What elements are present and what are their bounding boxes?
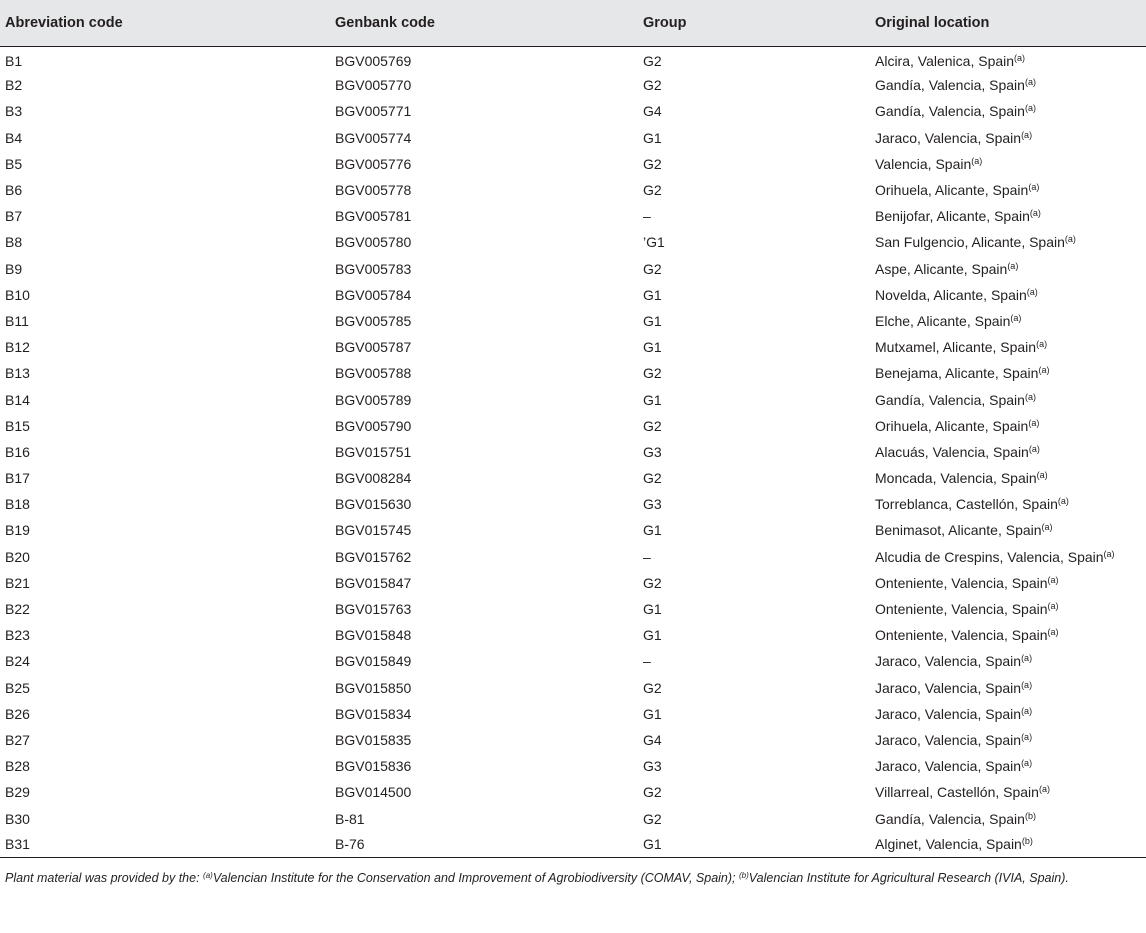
table-row bbox=[0, 386, 1146, 412]
location-text: Alacuás, Valencia, Spain bbox=[875, 443, 1029, 460]
cell-genbank-code: B-76 bbox=[330, 832, 638, 858]
cell-abbreviation-code: B24 bbox=[5, 653, 30, 670]
location-text: Moncada, Valencia, Spain bbox=[875, 470, 1037, 487]
table-row bbox=[0, 805, 1146, 831]
location-reference: (b) bbox=[1024, 810, 1036, 821]
cell-genbank-code: BGV015762 bbox=[335, 548, 412, 565]
location-text: San Fulgencio, Alicante, Spain bbox=[875, 234, 1065, 251]
location-reference: (a) bbox=[1047, 627, 1059, 638]
cell-abbreviation-code: B15 bbox=[5, 417, 30, 434]
cell-genbank-code: BGV005774 bbox=[335, 129, 412, 146]
location-text: Villarreal, Castellón, Spain bbox=[875, 784, 1039, 801]
cell-abbreviation-code: B1 bbox=[5, 52, 23, 69]
cell-original-location bbox=[870, 753, 1146, 779]
cell-genbank-code: BGV005776 bbox=[335, 155, 412, 172]
location-text: Valencia, Spain bbox=[875, 155, 972, 172]
header-row bbox=[0, 0, 1146, 46]
location-reference: (a) bbox=[1021, 653, 1033, 664]
location-reference: (a) bbox=[1024, 103, 1036, 114]
header-group: Group bbox=[638, 0, 870, 46]
table-row bbox=[0, 701, 1146, 727]
cell-genbank-code: B-81 bbox=[335, 810, 365, 827]
location-reference: (a) bbox=[1021, 129, 1033, 140]
location-text: Aspe, Alicante, Spain bbox=[875, 260, 1008, 277]
table-header bbox=[0, 0, 1146, 46]
location-text: Benimasot, Alicante, Spain bbox=[875, 522, 1042, 539]
cell-original-location bbox=[870, 308, 1146, 334]
cell-abbreviation-code: B22 bbox=[5, 601, 30, 618]
table-row bbox=[0, 779, 1146, 805]
cell-abbreviation-code: B12 bbox=[5, 339, 30, 356]
cell-abbreviation-code: B13 bbox=[5, 365, 30, 382]
cell-genbank-code: BGV015834 bbox=[335, 705, 412, 722]
location-reference: (a) bbox=[1021, 705, 1033, 716]
location-text: Elche, Alicante, Spain bbox=[875, 312, 1011, 329]
table-row bbox=[0, 282, 1146, 308]
location-reference: (a) bbox=[1021, 731, 1033, 742]
cell-original-location bbox=[870, 439, 1146, 465]
cell-group: G2 bbox=[643, 182, 662, 199]
cell-group: ’G1 bbox=[643, 234, 665, 251]
cell-original-location bbox=[870, 465, 1146, 491]
location-text: Jaraco, Valencia, Spain bbox=[875, 731, 1022, 748]
cell-original-location bbox=[870, 203, 1146, 229]
cell-abbreviation-code: B26 bbox=[5, 705, 30, 722]
cell-abbreviation-code: B17 bbox=[5, 470, 30, 487]
footnote-ref-a: (a) bbox=[203, 871, 213, 880]
location-text: Gandía, Valencia, Spain bbox=[875, 77, 1025, 94]
cell-genbank-code: BGV014500 bbox=[335, 784, 412, 801]
location-reference: (a) bbox=[971, 155, 983, 166]
cell-original-location bbox=[870, 386, 1146, 412]
cell-original-location bbox=[870, 256, 1146, 282]
location-text: Jaraco, Valencia, Spain bbox=[875, 679, 1022, 696]
cell-genbank-code: BGV015847 bbox=[335, 574, 412, 591]
cell-abbreviation-code: B27 bbox=[5, 731, 30, 748]
cell-genbank-code: BGV005787 bbox=[335, 339, 412, 356]
location-text: Onteniente, Valencia, Spain bbox=[875, 601, 1048, 618]
location-reference: (a) bbox=[1047, 574, 1059, 585]
cell-genbank-code: BGV015745 bbox=[335, 522, 412, 539]
cell-genbank-code: BGV015848 bbox=[335, 627, 412, 644]
cell-genbank-code: BGV015850 bbox=[335, 679, 412, 696]
cell-genbank-code: BGV005770 bbox=[335, 77, 412, 94]
cell-genbank-code: BGV015836 bbox=[335, 758, 412, 775]
cell-group: G2 bbox=[643, 365, 662, 382]
cell-group: – bbox=[643, 548, 651, 565]
location-text: Alcira, Valenica, Spain bbox=[875, 52, 1015, 69]
footnote-text-b: Valencian Institute for Agricultural Research (IVIA, Spain). bbox=[748, 871, 1069, 885]
location-text: Gandía, Valencia, Spain bbox=[875, 103, 1025, 120]
location-reference: (a) bbox=[1014, 52, 1026, 63]
cell-group: G4 bbox=[643, 731, 662, 748]
cell-abbreviation-code: B9 bbox=[5, 260, 23, 277]
location-reference: (a) bbox=[1028, 182, 1040, 193]
table-row bbox=[0, 98, 1146, 124]
cell-genbank-code: BGV005778 bbox=[335, 182, 412, 199]
location-reference: (a) bbox=[1057, 496, 1069, 507]
location-reference: (a) bbox=[1047, 601, 1059, 612]
cell-original-location bbox=[870, 125, 1146, 151]
cell-abbreviation-code: B4 bbox=[5, 129, 23, 146]
cell-abbreviation-code: B23 bbox=[5, 627, 30, 644]
cell-abbreviation-code: B10 bbox=[5, 286, 30, 303]
cell-abbreviation-code: B2 bbox=[5, 77, 23, 94]
location-reference: (a) bbox=[1028, 417, 1040, 428]
table-row bbox=[0, 675, 1146, 701]
cell-genbank-code: BGV005788 bbox=[335, 365, 412, 382]
cell-group: G3 bbox=[643, 758, 662, 775]
location-reference: (a) bbox=[1041, 522, 1053, 533]
location-reference: (a) bbox=[1010, 312, 1022, 323]
table-row bbox=[0, 544, 1146, 570]
table-row bbox=[0, 465, 1146, 491]
cell-group: G1 bbox=[643, 705, 662, 722]
cell-abbreviation-code: B5 bbox=[5, 155, 23, 172]
cell-group: G2 bbox=[643, 260, 662, 277]
location-text: Onteniente, Valencia, Spain bbox=[875, 627, 1048, 644]
location-text: Jaraco, Valencia, Spain bbox=[875, 758, 1022, 775]
cell-genbank-code: BGV005784 bbox=[335, 286, 412, 303]
cell-genbank-code: BGV015751 bbox=[335, 443, 412, 460]
table-row bbox=[0, 753, 1146, 779]
location-text: Novelda, Alicante, Spain bbox=[875, 286, 1027, 303]
location-reference: (a) bbox=[1021, 679, 1033, 690]
table-row bbox=[0, 491, 1146, 517]
cell-original-location bbox=[870, 413, 1146, 439]
table-row bbox=[0, 229, 1146, 255]
table-row bbox=[0, 151, 1146, 177]
cell-original-location bbox=[870, 805, 1146, 831]
cell-genbank-code: BGV005790 bbox=[335, 417, 412, 434]
location-text: Alcudia de Crespins, Valencia, Spain bbox=[875, 548, 1104, 565]
location-reference: (a) bbox=[1007, 260, 1019, 271]
cell-group: G1 bbox=[643, 286, 662, 303]
cell-group: G2 bbox=[643, 77, 662, 94]
cell-abbreviation-code: B18 bbox=[5, 496, 30, 513]
cell-original-location bbox=[870, 727, 1146, 753]
location-reference: (a) bbox=[1024, 391, 1036, 402]
cell-original-location bbox=[870, 648, 1146, 674]
table-row bbox=[0, 360, 1146, 386]
header-genbank-code: Genbank code bbox=[330, 0, 638, 46]
cell-genbank-code: BGV015763 bbox=[335, 601, 412, 618]
location-text: Jaraco, Valencia, Spain bbox=[875, 653, 1022, 670]
location-reference: (a) bbox=[1103, 548, 1115, 559]
cell-original-location bbox=[870, 177, 1146, 203]
table-row bbox=[0, 334, 1146, 360]
table-row bbox=[0, 177, 1146, 203]
table-body bbox=[0, 46, 1146, 858]
cell-abbreviation-code: B28 bbox=[5, 758, 30, 775]
location-text: Mutxamel, Alicante, Spain bbox=[875, 339, 1037, 356]
table-row bbox=[0, 125, 1146, 151]
cell-original-location bbox=[870, 491, 1146, 517]
cell-original-location bbox=[870, 282, 1146, 308]
cell-group: G2 bbox=[643, 784, 662, 801]
cell-abbreviation-code: B30 bbox=[5, 810, 30, 827]
table-row bbox=[0, 72, 1146, 98]
cell-original-location bbox=[870, 46, 1146, 72]
header-abbreviation-code: Abreviation code bbox=[0, 0, 330, 46]
cell-group: G2 bbox=[643, 470, 662, 487]
cell-group: G3 bbox=[643, 443, 662, 460]
cell-abbreviation-code: B16 bbox=[5, 443, 30, 460]
cell-group: G1 bbox=[643, 601, 662, 618]
cell-abbreviation-code: B31 bbox=[0, 832, 330, 858]
cell-original-location bbox=[870, 701, 1146, 727]
location-text: Jaraco, Valencia, Spain bbox=[875, 705, 1022, 722]
cell-original-location bbox=[870, 98, 1146, 124]
location-text: Benejama, Alicante, Spain bbox=[875, 365, 1039, 382]
cell-abbreviation-code: B21 bbox=[5, 574, 30, 591]
cell-abbreviation-code: B19 bbox=[5, 522, 30, 539]
cell-group: G2 bbox=[643, 810, 662, 827]
cell-genbank-code: BGV005771 bbox=[335, 103, 412, 120]
location-text: Benijofar, Alicante, Spain bbox=[875, 208, 1030, 225]
cell-original-location bbox=[870, 596, 1146, 622]
cell-group: – bbox=[643, 208, 651, 225]
table-row bbox=[0, 46, 1146, 72]
location-reference: (a) bbox=[1036, 470, 1048, 481]
cell-original-location bbox=[870, 360, 1146, 386]
location-text: Alginet, Valencia, Spain bbox=[875, 836, 1022, 853]
cell-abbreviation-code: B25 bbox=[5, 679, 30, 696]
location-reference: (a) bbox=[1021, 758, 1033, 769]
cell-genbank-code: BGV005781 bbox=[335, 208, 412, 225]
cell-original-location bbox=[870, 544, 1146, 570]
footnote-ref-b: (b) bbox=[739, 871, 749, 880]
footnote-intro: Plant material was provided by the: bbox=[5, 871, 204, 885]
cell-group: G3 bbox=[643, 496, 662, 513]
cell-group: G1 bbox=[643, 129, 662, 146]
cell-original-location bbox=[870, 151, 1146, 177]
table-row bbox=[0, 308, 1146, 334]
cell-genbank-code: BGV015849 bbox=[335, 653, 412, 670]
cell-original-location bbox=[870, 832, 1146, 858]
cell-genbank-code: BGV005780 bbox=[335, 234, 412, 251]
cell-group: G2 bbox=[643, 574, 662, 591]
cell-original-location bbox=[870, 229, 1146, 255]
location-reference: (a) bbox=[1029, 208, 1041, 219]
cell-abbreviation-code: B14 bbox=[5, 391, 30, 408]
cell-group: G2 bbox=[643, 679, 662, 696]
cell-original-location bbox=[870, 517, 1146, 543]
cell-genbank-code: BGV005769 bbox=[335, 52, 412, 69]
cell-group: G1 bbox=[643, 627, 662, 644]
location-reference: (a) bbox=[1036, 339, 1048, 350]
table-row bbox=[0, 596, 1146, 622]
table-row bbox=[0, 517, 1146, 543]
table-row bbox=[0, 203, 1146, 229]
location-reference: (a) bbox=[1064, 234, 1076, 245]
table-row bbox=[0, 439, 1146, 465]
cell-abbreviation-code: B8 bbox=[5, 234, 23, 251]
footnote-text-a: Valencian Institute for the Conservation and Improvement of Agrobiodiversity (COMAV, Spain); bbox=[212, 871, 739, 885]
cell-group: – bbox=[643, 653, 651, 670]
cell-abbreviation-code: B6 bbox=[5, 182, 23, 199]
cell-abbreviation-code: B20 bbox=[5, 548, 30, 565]
cell-abbreviation-code: B11 bbox=[5, 312, 29, 329]
cell-group: G1 bbox=[638, 832, 870, 858]
location-reference: (a) bbox=[1038, 784, 1050, 795]
cell-original-location bbox=[870, 570, 1146, 596]
location-reference: (a) bbox=[1026, 286, 1038, 297]
location-text: Onteniente, Valencia, Spain bbox=[875, 574, 1048, 591]
table-row bbox=[0, 648, 1146, 674]
cell-abbreviation-code: B3 bbox=[5, 103, 23, 120]
cell-abbreviation-code: B7 bbox=[5, 208, 23, 225]
cell-genbank-code: BGV015835 bbox=[335, 731, 412, 748]
cell-group: G1 bbox=[643, 391, 662, 408]
table-row bbox=[0, 570, 1146, 596]
table-footnote bbox=[5, 868, 1143, 889]
cell-genbank-code: BGV008284 bbox=[335, 470, 412, 487]
cell-genbank-code: BGV005783 bbox=[335, 260, 412, 277]
cell-genbank-code: BGV005785 bbox=[335, 312, 412, 329]
header-original-location: Original location bbox=[870, 0, 1146, 46]
table-row bbox=[0, 832, 1146, 858]
cell-genbank-code: BGV015630 bbox=[335, 496, 412, 513]
cell-original-location bbox=[870, 675, 1146, 701]
cell-group: G1 bbox=[643, 522, 662, 539]
cell-group: G1 bbox=[643, 339, 662, 356]
location-reference: (a) bbox=[1038, 365, 1050, 376]
location-text: Gandía, Valencia, Spain bbox=[875, 810, 1025, 827]
location-reference: (b) bbox=[1021, 836, 1033, 847]
cell-original-location bbox=[870, 72, 1146, 98]
table-row bbox=[0, 622, 1146, 648]
location-text: Torreblanca, Castellón, Spain bbox=[875, 496, 1058, 513]
cell-group: G2 bbox=[643, 417, 662, 434]
cell-group: G1 bbox=[643, 312, 662, 329]
cell-abbreviation-code: B29 bbox=[5, 784, 30, 801]
location-text: Jaraco, Valencia, Spain bbox=[875, 129, 1022, 146]
cell-genbank-code: BGV005789 bbox=[335, 391, 412, 408]
table-row bbox=[0, 413, 1146, 439]
cell-original-location bbox=[870, 622, 1146, 648]
cell-group: G2 bbox=[643, 155, 662, 172]
location-reference: (a) bbox=[1024, 77, 1036, 88]
location-text: Orihuela, Alicante, Spain bbox=[875, 417, 1029, 434]
cell-group: G2 bbox=[643, 52, 662, 69]
cell-original-location bbox=[870, 334, 1146, 360]
location-text: Gandía, Valencia, Spain bbox=[875, 391, 1025, 408]
cell-group: G4 bbox=[643, 103, 662, 120]
location-reference: (a) bbox=[1028, 443, 1040, 454]
table-row bbox=[0, 256, 1146, 282]
table-row bbox=[0, 727, 1146, 753]
location-text: Orihuela, Alicante, Spain bbox=[875, 182, 1029, 199]
cell-original-location bbox=[870, 779, 1146, 805]
